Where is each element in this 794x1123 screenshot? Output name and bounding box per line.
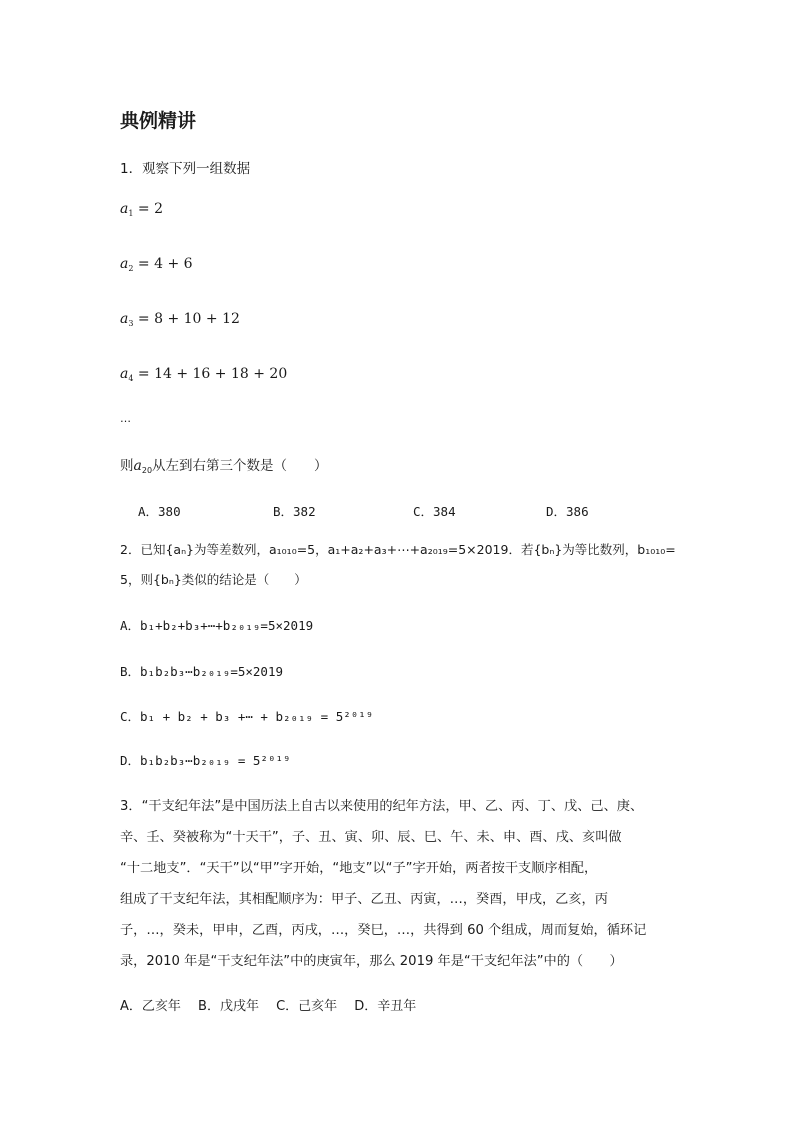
q2-line1: 2．已知{aₙ}为等差数列，a₁₀₁₀=5，a₁+a₂+a₃+⋯+a₂₀₁₉=5×2019．若{bₙ}为等比数列，b₁₀₁₀= (120, 542, 676, 557)
q3-line-6: 录，2010 年是“干支纪年法”中的庚寅年，那么 2019 年是“干支纪年法”中的（ ） (120, 954, 623, 969)
q2-option-d: D．b₁b₂b₃⋯b₂₀₁₉ = 5²⁰¹⁹ (120, 753, 291, 768)
q1-option-b: B．382 (273, 504, 316, 519)
q1-ellipsis: … (120, 412, 131, 425)
q1-eq2-rhs: = 4 + 6 (133, 256, 193, 272)
q3-line-4: 组成了干支纪年法，其相配顺序为：甲子、乙丑、丙寅，…，癸酉，甲戌，乙亥，丙 (120, 892, 608, 907)
q1-stem: 1．观察下列一组数据 (120, 161, 251, 177)
q3-line-5: 子，…，癸未，甲申，乙酉，丙戌，…，癸巳，…，共得到 60 个组成，周而复始，循环记 (120, 923, 647, 938)
q1-eq3: $a_3 = 8 + 10 + 12$ (120, 311, 240, 328)
q1-eq1: $a_1 = 2$ (120, 201, 163, 218)
q1-eq4-rhs: = 14 + 16 + 18 + 20 (133, 366, 288, 382)
q3-options: A．乙亥年 B．戊戌年 C．己亥年 D．辛丑年 (120, 999, 417, 1014)
q1-option-a: A．380 (138, 504, 181, 519)
q1-question (120, 454, 328, 475)
q3-line-1: 3．“干支纪年法”是中国历法上自古以来使用的纪年方法，甲、乙、丙、丁、戊、己、庚、 (120, 799, 644, 814)
q1-eq1-rhs: = 2 (133, 201, 163, 217)
q1-option-c: C．384 (413, 504, 456, 519)
q3-line-2: 辛、壬、癸被称为“十天干”，子、丑、寅、卯、辰、巳、午、未、申、酉、戌、亥叫做 (120, 830, 622, 845)
q1-question-sub: 20 (141, 466, 153, 475)
q2-line2: 5，则{bₙ}类似的结论是（ ） (120, 572, 307, 587)
q1-eq4: $a_4 = 14 + 16 + 18 + 20$ (120, 366, 288, 383)
q1-question-pre: 则 (120, 458, 134, 474)
q1-eq3-rhs: = 8 + 10 + 12 (133, 311, 240, 327)
q1-option-d: D．386 (546, 504, 589, 519)
q1-eq2: $a_2 = 4 + 6$ (120, 256, 193, 273)
q2-option-b: B．b₁b₂b₃⋯b₂₀₁₉=5×2019 (120, 664, 284, 679)
q3-line-3: “十二地支”．“天干”以“甲”字开始，“地支”以“子”字开始，两者按干支顺序相配， (120, 861, 598, 876)
q1-question-var: a (133, 458, 142, 474)
section-title: 典例精讲 (120, 110, 197, 132)
q1-question-post: 从左到右第三个数是（ ） (152, 458, 328, 474)
q2-option-a: A．b₁+b₂+b₃+⋯+b₂₀₁₉=5×2019 (120, 618, 314, 633)
q2-option-c: C．b₁ + b₂ + b₃ +⋯ + b₂₀₁₉ = 5²⁰¹⁹ (120, 709, 374, 724)
